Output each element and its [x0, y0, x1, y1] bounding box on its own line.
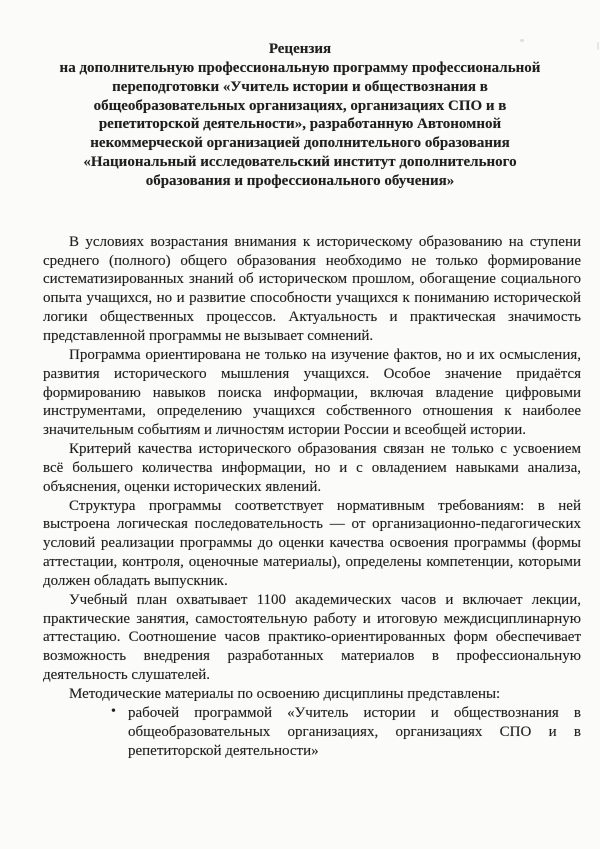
body-paragraph-5: Учебный план охватывает 1100 академических часов и включает лекции, практические занятия, самостоятельную работу и итоговую междисциплинарную аттестацию. Соотношение часов практико-ориентированных форм обеспечивает возможность внедрения разработанных материалов в профессиональную деятельность слушателей.: [43, 591, 581, 684]
body-paragraph-2: Программа ориентирована не только на изучение фактов, но и их осмысления, развития исторического мышления учащихся. Особое значение придаётся формированию навыков поиска информации, включая владение цифровыми инструментами, определению учащихся собственного отношения к наиболее значительным событиям и личностям истории России и всеобщей истории.: [43, 346, 581, 439]
scan-artifact: [597, 42, 599, 50]
document-header: [43, 40, 557, 191]
subtitle-line: на дополнительную профессиональную программу профессиональной: [59, 59, 541, 76]
document-body: [43, 233, 581, 761]
subtitle-line: «Национальный исследовательский институт дополнительного: [83, 154, 517, 171]
subtitle-line: образования и профессионального обучения»: [145, 172, 455, 189]
list-item-text: рабочей программой «Учитель истории и обществознания в общеобразовательных организациях, организациях СПО и в репетиторской деятельности»: [128, 704, 581, 759]
body-paragraph-4: Структура программы соответствует нормативным требованиям: в ней выстроена логическая последовательность — от организационно-педагогических условий реализации программы до оценки качества освоения программы (формы аттестации, контроля, оценочные материалы), определены компетенции, которыми должен обладать выпускник.: [43, 497, 581, 589]
bullet-marker-icon: •: [111, 703, 116, 719]
methodical-materials-list: [43, 704, 581, 761]
scan-artifact: [520, 39, 524, 42]
subtitle-line: некоммерческой организацией дополнительного образования: [90, 135, 510, 152]
list-item: [111, 703, 581, 761]
list-intro: Методические материалы по освоению дисциплины представлены:: [69, 686, 501, 702]
body-paragraph-1: В условиях возрастания внимания к историческому образованию на ступени среднего (полного) общего образования необходимо не только формирование систематизированных знаний об историческом прошлом, обогащение социального опыта учащихся, но и развитие способности учащихся к пониманию исторической логики общественных процессов. Актуальность и практическая значимость представленной программы не вызывает сомнений.: [43, 233, 581, 344]
subtitle-line: переподготовки «Учитель истории и обществознания в: [112, 78, 488, 95]
subtitle-line: репетиторской деятельности», разработанную Автономной: [98, 116, 502, 133]
page-title: Рецензия: [268, 41, 332, 57]
body-paragraph-3: Критерий качества исторического образования связан не только с усвоением всё большего количества информации, но и с овладением навыками анализа, объяснения, оценки исторических явлений.: [43, 441, 581, 495]
subtitle-line: общеобразовательных организациях, организациях СПО и в: [93, 97, 507, 114]
